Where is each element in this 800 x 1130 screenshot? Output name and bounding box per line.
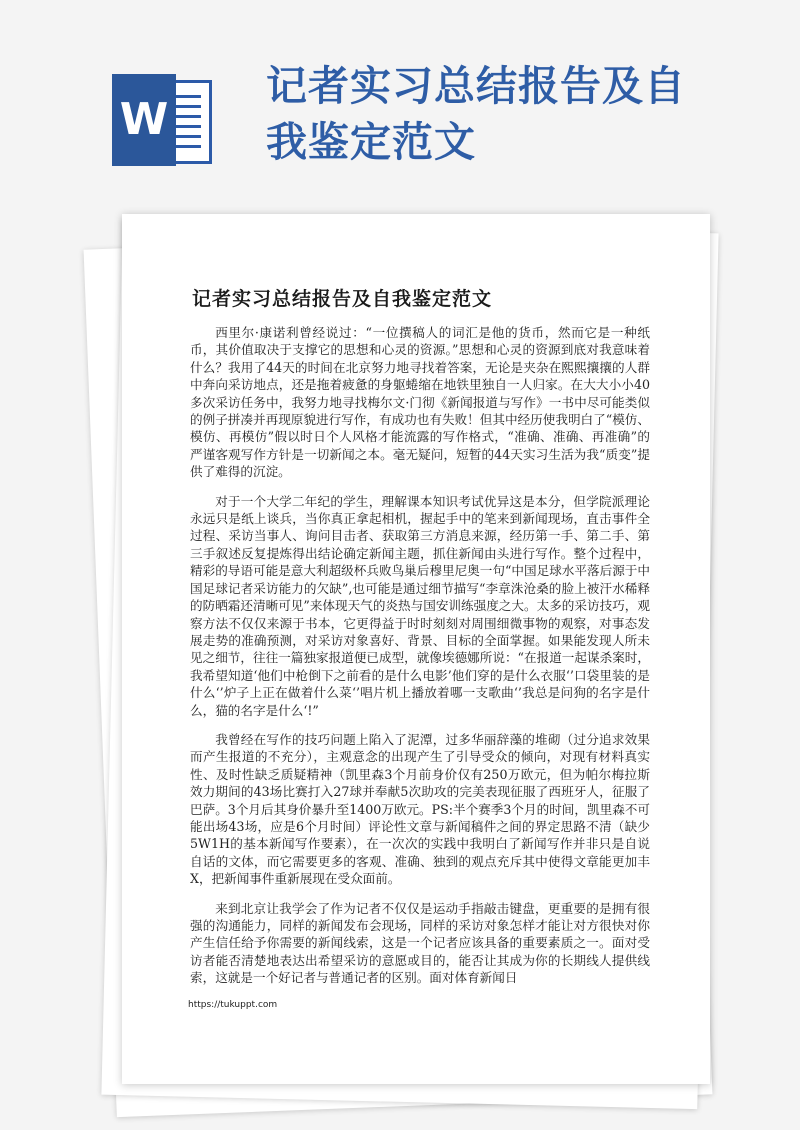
paragraph: 来到北京让我学会了作为记者不仅仅是运动手指敲击键盘，更重要的是拥有很强的沟通能力，同样的新闻发布会现场，同样的采访对象怎样才能让对方很快对你产生信任给予你需要的新闻线索，这是一个记者应该具备的重要素质之一。面对受访者能否清楚地表达出希望采访的意愿或目的，能否让其成为你的长期线人提供线索，这就是一个好记者与普通记者的区别。面对体育新闻日 <box>190 900 650 986</box>
word-icon-letter: W <box>112 74 176 166</box>
paragraph: 对于一个大学二年纪的学生，理解课本知识考试优异这是本分，但学院派理论永远只是纸上谈兵，当你真正拿起相机，握起手中的笔来到新闻现场，直击事件全过程、采访当事人、询问目击者、获取第三方消息来源，经历第一手、第二手、第三手叙述反复提炼得出结论确定新闻主题，抓住新闻由头进行写作。整个过程中，精彩的导语可能是意大利超级杯兵败鸟巢后穆里尼奥一句“中国足球水平落后源于中国足球记者采访能力的欠缺”,也可能是通过细节描写“李章洙沧桑的脸上被汗水稀释的防晒霜还清晰可见”来体现天气的炎热与国安训练强度之大。太多的采访技巧，观察方法不仅仅来源于书本，它更得益于时时刻刻对周围细微事物的观察，对事态发展走势的准确预测，对采访对象喜好、背景、目标的全面掌握。如果能发现人所未见之细节，往往一篇独家报道便已成型，就像埃德娜所说：“在报道一起谋杀案时，我希望知道‘他们中枪倒下之前看的是什么电影’他们穿的是什么衣服‘’口袋里装的是什么‘’炉子上正在做着什么菜‘’唱片机上播放着哪一支歌曲‘’我总是问狗的名字是什么，猫的名字是什么‘!” <box>190 493 650 718</box>
banner-title: 记者实习总结报告及自我鉴定范文 <box>266 62 686 166</box>
word-document-icon <box>112 74 212 166</box>
header-banner <box>0 0 800 200</box>
document-body <box>190 324 650 999</box>
paragraph: 西里尔·康诺利曾经说过：“一位撰稿人的词汇是他的货币，然而它是一种纸币，其价值取决于支撑它的思想和心灵的资源。”思想和心灵的资源到底对我意味着什么？我用了44天的时间在北京努力地寻找着答案，无论是夹杂在熙熙攘攘的人群中奔向采访地点，还是拖着疲惫的身躯蜷缩在地铁里独自一人归家。在大大小小40多次采访任务中，我努力地寻找梅尔文·门彻《新闻报道与写作》一书中尽可能类似的例子拼凑并再现原貌进行写作，有成功也有失败！但其中经历使我明白了“模仿、模仿、再模仿”假以时日个人风格才能流露的写作格式，“准确、准确、再准确”的严谨客观写作方针是一切新闻之本。毫无疑问，短暂的44天实习生活为我“质变”提供了难得的沉淀。 <box>190 325 650 480</box>
document-page <box>122 214 710 1084</box>
paragraph: 我曾经在写作的技巧问题上陷入了泥潭，过多华丽辞藻的堆砌（过分追求效果而产生报道的不充分），主观意念的出现产生了引导受众的倾向，对现有材料真实性、及时性缺乏质疑精神（凯里森3个月前身价仅有250万欧元，但为帕尔梅拉斯效力期间的43场比赛打入27球并奉献5次助攻的完美表现征服了西班牙人，征服了巴萨。3个月后其身价暴升至1400万欧元。PS:半个赛季3个月的时间，凯里森不可能出场43场，应是6个月时间）评论性文章与新闻稿件之间的界定思路不清（缺少5W1H的基本新闻写作要素），在一次次的实践中我明白了新闻写作并非只是自说自话的文体，而它需要更多的客观、准确、独到的观点充斥其中使得文章能更加丰X，把新闻事件重新展现在受众面前。 <box>190 731 650 887</box>
footer-url[interactable]: https://tukuppt.com <box>188 1000 278 1010</box>
document-title: 记者实习总结报告及自我鉴定范文 <box>192 288 493 310</box>
